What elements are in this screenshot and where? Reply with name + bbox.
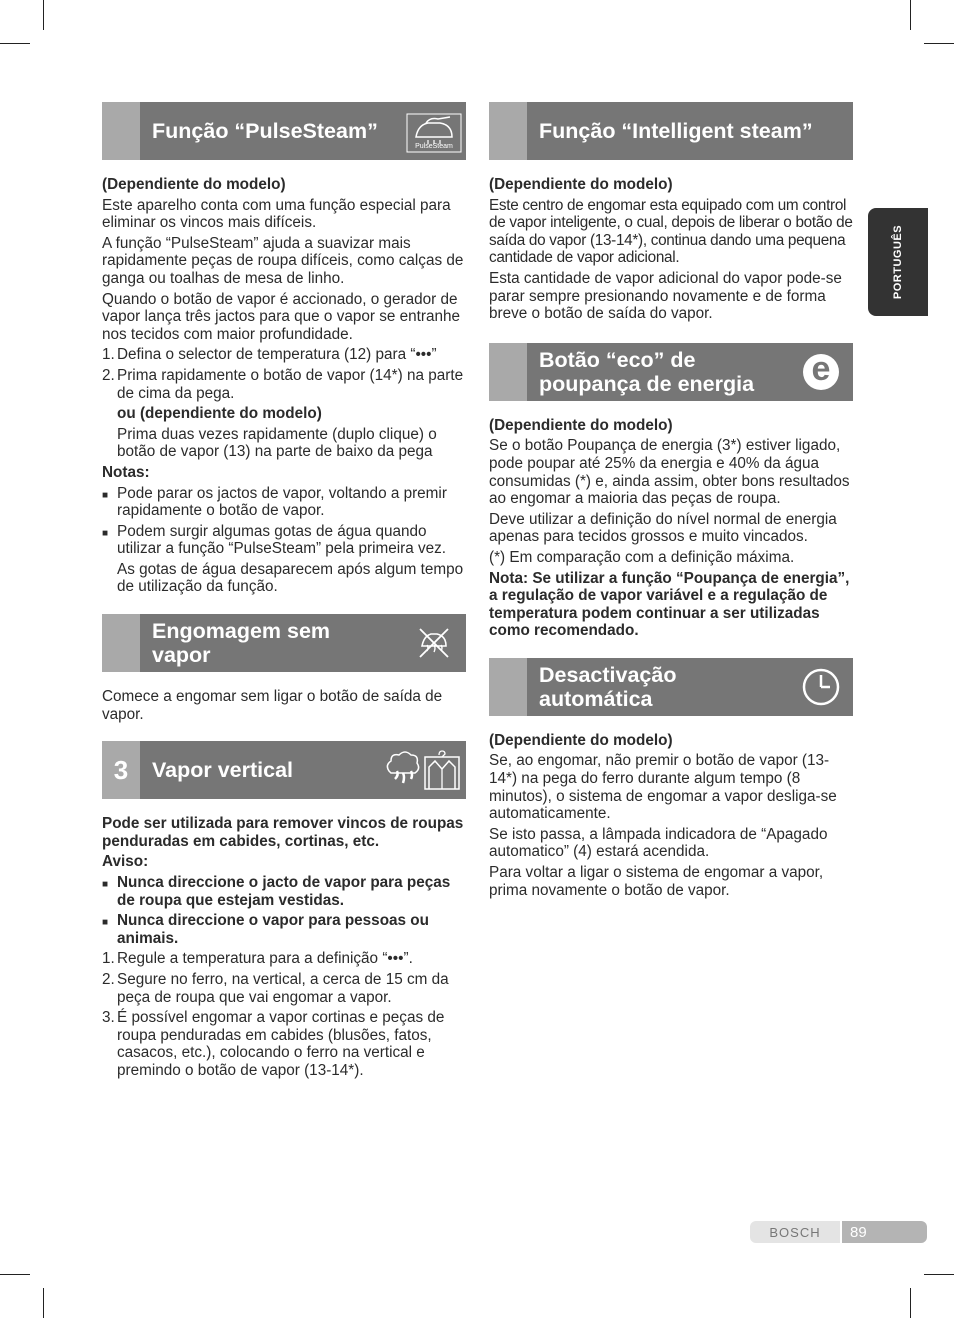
step-item: 2. Segure no ferro, na vertical, a cerca de 15 cm da peça de roupa que vai engomar a vapor. [102, 971, 449, 1006]
left-column [102, 102, 466, 1083]
warning-item: ■ Nunca direccione o jacto de vapor para peças de roupa que estejam vestidas. [102, 874, 451, 909]
section-header [102, 614, 466, 672]
section-eco [489, 343, 853, 640]
step-item: 1. Regule a temperatura para a definição “•••”. [102, 950, 413, 968]
paragraph: Se o botão Poupança de energia (3*) estiver ligado, pode poupar até 25% da energia e 40% da água consumidas (*) e, ainda assim, obter bons resultados ao engomar a maioria das peças de roupa. [489, 437, 850, 508]
right-column [489, 102, 853, 902]
note-text: Nota: Se utilizar a função “Poupança de energia”, a regulação de vapor variável e a regulação de temperatura podem continuar a ser utilizadas como recomendado. [489, 569, 850, 640]
paragraph: Deve utilizar a definição do nível normal de energia apenas para tecidos grossos e muito vincados. [489, 510, 837, 546]
note-item: ■ Podem surgir algumas gotas de água quando utilizar a função “PulseSteam” pela primeira vez. [102, 522, 447, 558]
section-title: Função “PulseSteam” [152, 119, 378, 143]
notes-label: Notas: [102, 463, 150, 481]
page-number: 89 [842, 1221, 927, 1243]
crop-mark [0, 1274, 30, 1275]
crop-mark [43, 1288, 44, 1318]
clock-icon [789, 658, 853, 716]
crop-mark [910, 1288, 911, 1318]
vertical-steam-icon [380, 741, 466, 799]
alternative-label: ou (dependiente do modelo) [117, 405, 322, 423]
page-footer [750, 1221, 927, 1243]
step-item: 1. Defina o selector de temperatura (12) para “•••” [102, 346, 437, 364]
paragraph: Para voltar a ligar o sistema de engomar a vapor, prima novamente o botão de vapor. [489, 864, 824, 899]
step-number: 3 [102, 741, 140, 799]
paragraph: Este aparelho conta com uma função especial para eliminar os vincos mais difíceis. [102, 196, 451, 232]
section-header [102, 741, 466, 799]
warning-item: ■ Nunca direccione o vapor para pessoas ou animais. [102, 912, 429, 947]
crop-mark [924, 1274, 954, 1275]
no-steam-icon [402, 614, 466, 672]
section-title: Desactivação automática [539, 662, 677, 711]
section-intelligent-steam [489, 102, 853, 323]
paragraph: Se, ao engomar, não premir o botão de vapor (13-14*) na pega do ferro durante algum tempo (8 minutos), o sistema de engomar a vapor desliga-se automaticamente. [489, 752, 837, 823]
model-note: (Dependiente do modelo) [489, 731, 673, 749]
paragraph: Se isto passa, a lâmpada indicadora de “Apagado automatico” (4) estará acendida. [489, 825, 828, 861]
crop-mark [910, 0, 911, 30]
model-note: (Dependiente do modelo) [489, 416, 673, 434]
header-tab [489, 102, 527, 160]
section-title: Botão “eco” de poupança de energia [539, 347, 755, 396]
section-header [489, 343, 853, 401]
section-vertical-steam [102, 741, 466, 1079]
crop-mark [0, 43, 30, 44]
paragraph: A função “PulseSteam” ajuda a suavizar mais rapidamente peças de roupa difíceis, como calças de ganga ou toalhas de mesa de linho. [102, 234, 464, 287]
eco-icon [789, 343, 853, 401]
section-auto-off [489, 658, 853, 899]
note-continuation: As gotas de água desaparecem após algum tempo de utilização da função. [117, 560, 464, 596]
paragraph: Este centro de engomar esta equipado com um control de vapor inteligente, o cual, depois de liberar o botão de saída do vapor (13-14*), continua dando uma pequena cantidade de vapor adicional. [489, 196, 853, 267]
paragraph: Comece a engomar sem ligar o botão de saída de vapor. [102, 688, 443, 723]
header-tab [102, 614, 140, 672]
header-tab [489, 658, 527, 716]
language-label: PORTUGUÊS [892, 224, 904, 300]
paragraph: Esta cantidade de vapor adicional do vapor pode-se parar sempre presionando novamente e de forma breve o botão de saída do vapor. [489, 269, 842, 323]
section-title: Vapor vertical [152, 758, 294, 783]
brand-label: BOSCH [750, 1221, 840, 1243]
intro-text: Pode ser utilizada para remover vincos de roupas penduradas em cabides, cortinas, etc. [102, 815, 464, 850]
section-title: Engomagem sem vapor [152, 619, 331, 668]
note-item: ■ Pode parar os jactos de vapor, voltando a premir rapidamente o botão de vapor. [102, 484, 447, 520]
section-title: Função “Intelligent steam” [539, 119, 813, 143]
section-header [102, 102, 466, 160]
paragraph: (*) Em comparação com a definição máxima. [489, 548, 795, 566]
section-header [489, 658, 853, 716]
pulsesteam-icon-label: PulseSteam [415, 142, 453, 150]
section-header [489, 102, 853, 160]
step-item: 2. Prima rapidamente o botão de vapor (14*) na parte de cima da pega. [102, 366, 464, 402]
paragraph: Quando o botão de vapor é accionado, o gerador de vapor lança três jactos para que o vapor se entranhe nos tecidos com maior profundidade. [102, 290, 460, 343]
crop-mark [924, 43, 954, 44]
section-no-steam [102, 614, 466, 723]
eco-icon-letter: e [811, 349, 831, 388]
crop-mark [43, 0, 44, 30]
section-pulsesteam [102, 102, 466, 596]
warning-label: Aviso: [102, 853, 149, 871]
model-note: (Dependiente do modelo) [102, 176, 286, 193]
pulsesteam-icon [402, 102, 466, 160]
header-tab [102, 102, 140, 160]
header-tab [489, 343, 527, 401]
step-item: 3. É possível engomar a vapor cortinas e peças de roupa penduradas em cabides (blusões, fatos, casacos, etc.), colocando o ferro na vertical e premindo o botão de vapor (13-14*). [102, 1009, 445, 1079]
alternative-text: Prima duas vezes rapidamente (duplo clique) o botão de vapor (13) na parte de baixo da pega [117, 425, 437, 461]
language-tab [868, 208, 928, 316]
model-note: (Dependiente do modelo) [489, 176, 673, 193]
